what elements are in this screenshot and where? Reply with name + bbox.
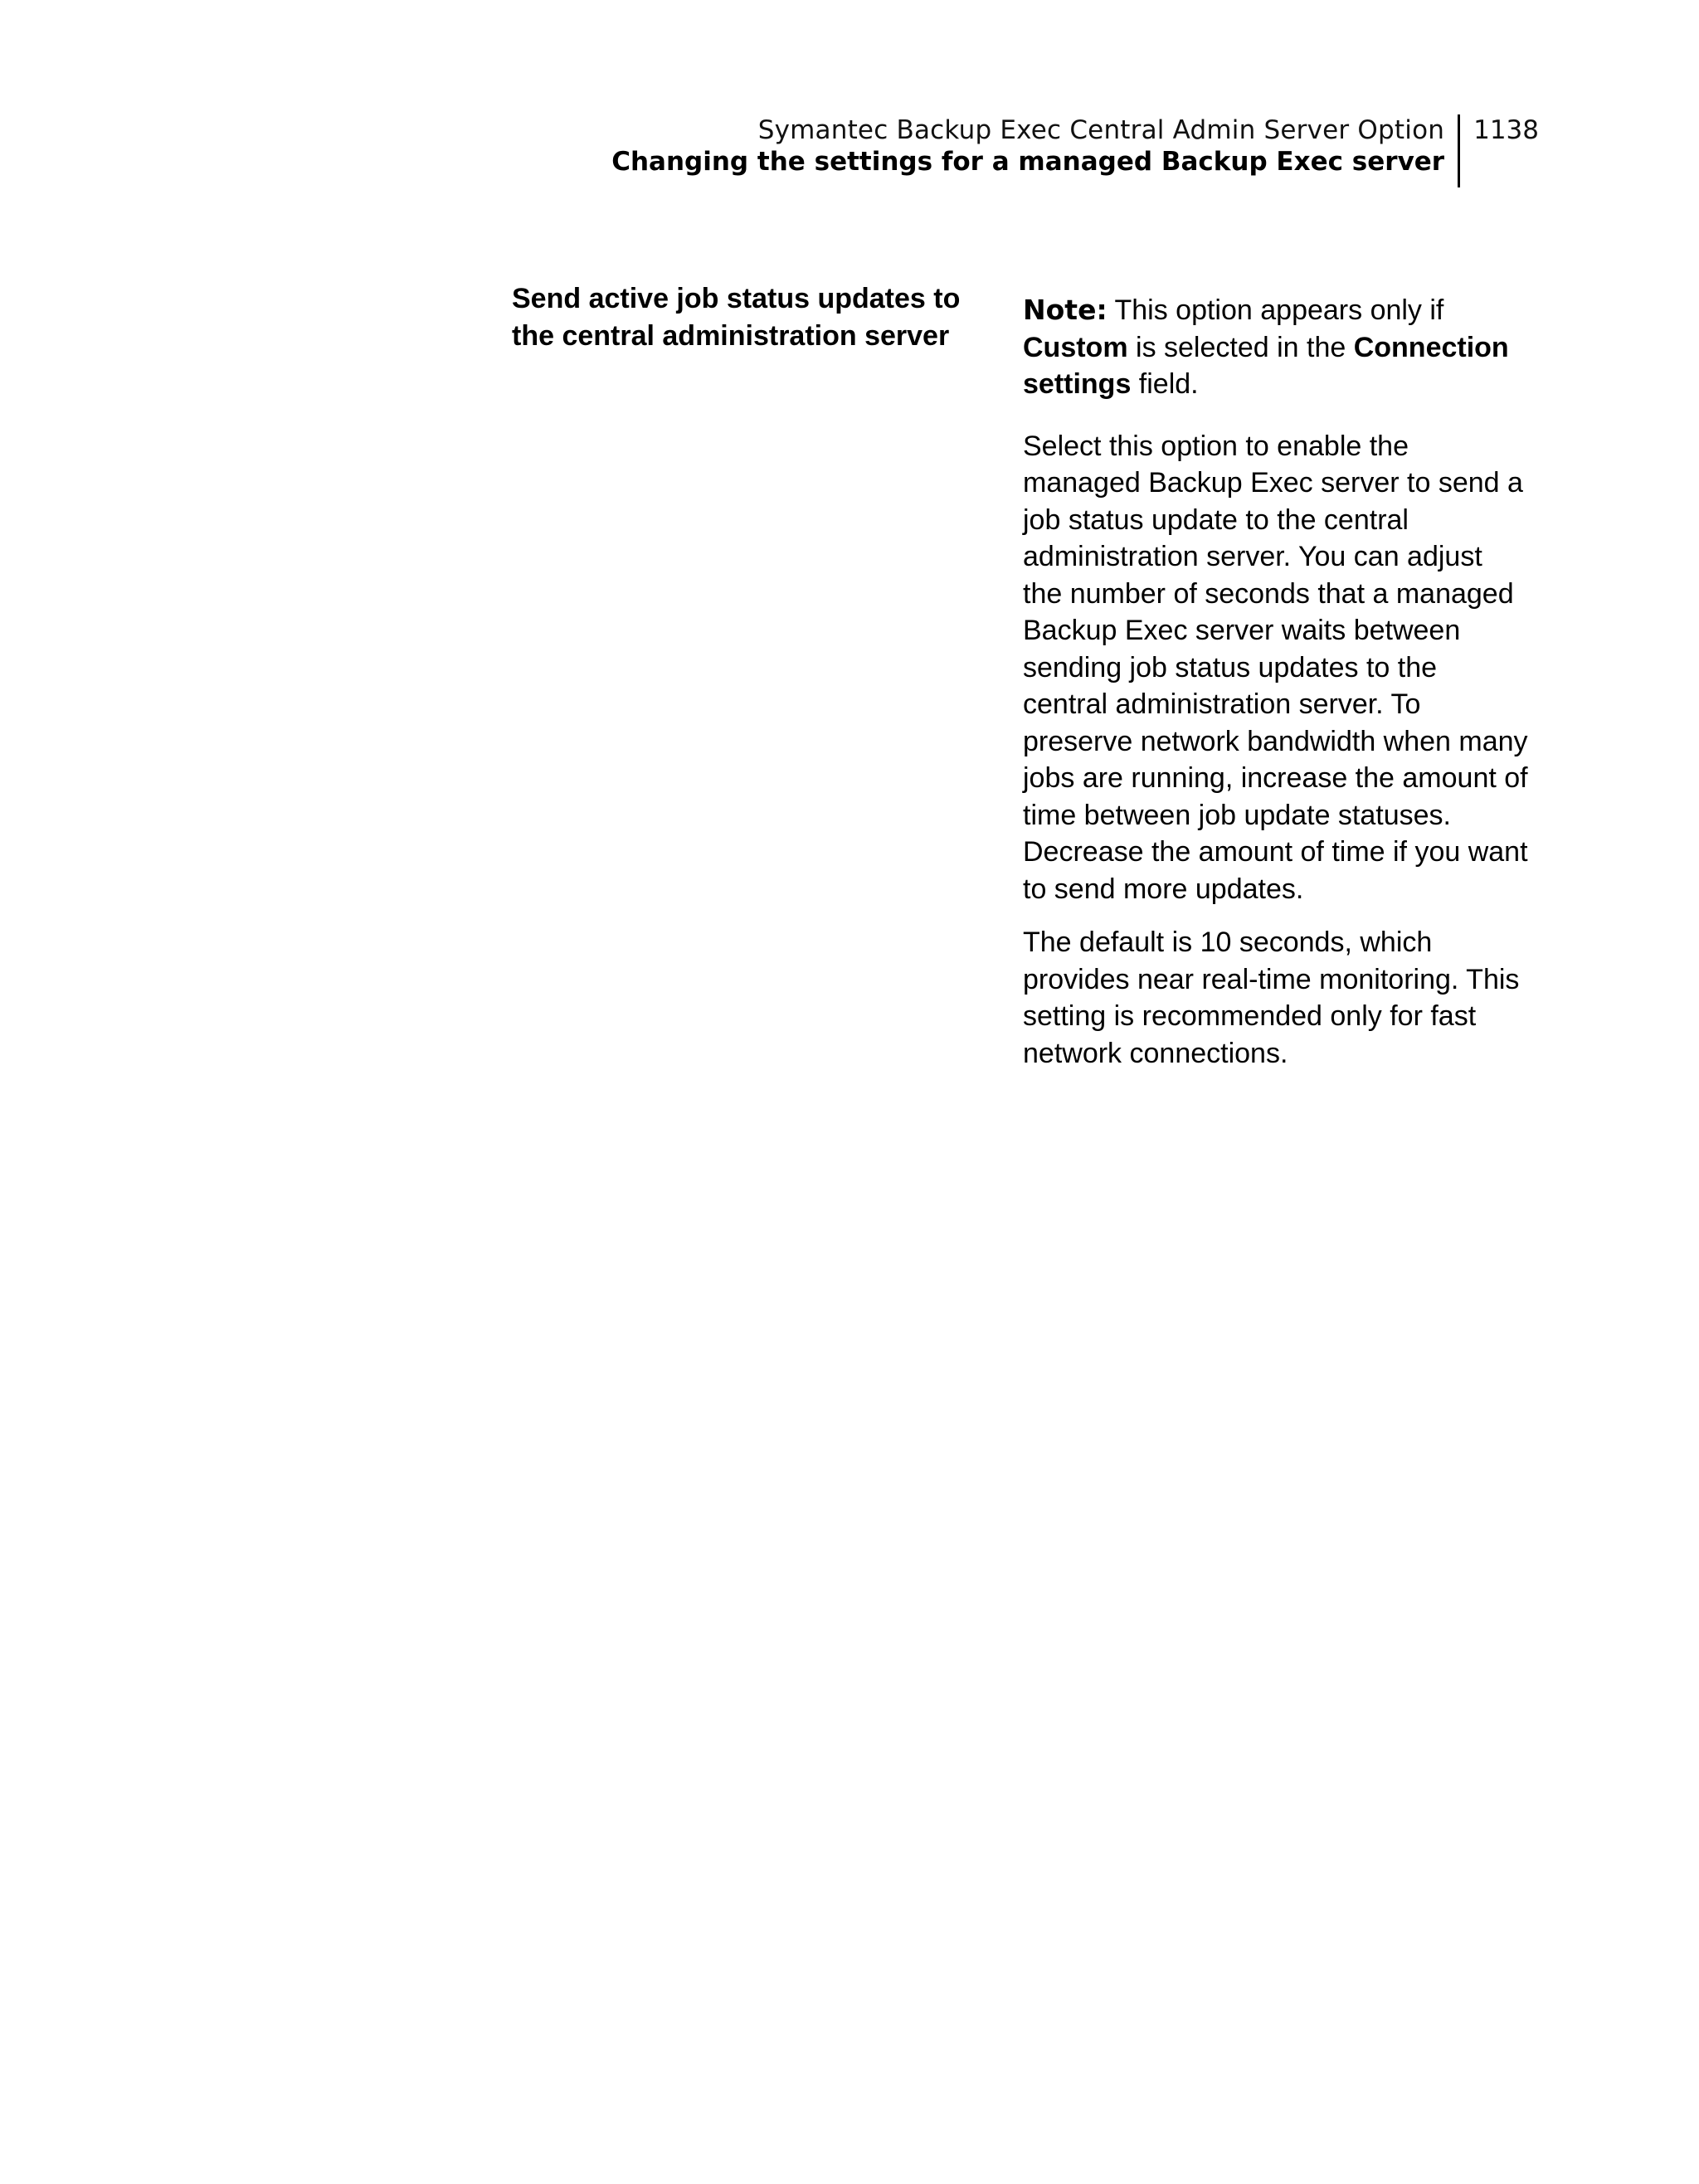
note-connection-settings-term: Connection settings [1023,331,1509,400]
section-title: Changing the settings for a managed Backup Exec server [611,147,1445,177]
description-paragraph-1: Select this option to enable the managed Backup Exec server to send a job status update to the central administration server. You can adjust the number of seconds that a managed Backup Exec server waits between sending job status updates to the central administration server. To preserve network bandwidth when many jobs are running, increase the amount of time between job update statuses. Decrease the amount of time if you want to send more updates. [1023,430,1528,905]
page-number: 1138 [1473,115,1539,145]
note-label: Note: [1023,294,1108,326]
note-text-2: is selected in the [1127,331,1354,363]
description-paragraph-2: The default is 10 seconds, which provides near real-time monitoring. This setting is recommended only for fast network connections. [1023,927,1520,1069]
running-header [611,114,1539,187]
running-header-titles [611,114,1460,187]
note-custom-term: Custom [1023,331,1128,363]
chapter-title: Symantec Backup Exec Central Admin Server Option [757,115,1445,145]
note-text-1: This option appears only if [1107,294,1444,326]
option-description [1023,292,1529,1072]
option-label: Send active job status updates to the central administration server [512,283,961,352]
note-paragraph [1023,292,1529,403]
note-text-3: field. [1131,368,1199,400]
